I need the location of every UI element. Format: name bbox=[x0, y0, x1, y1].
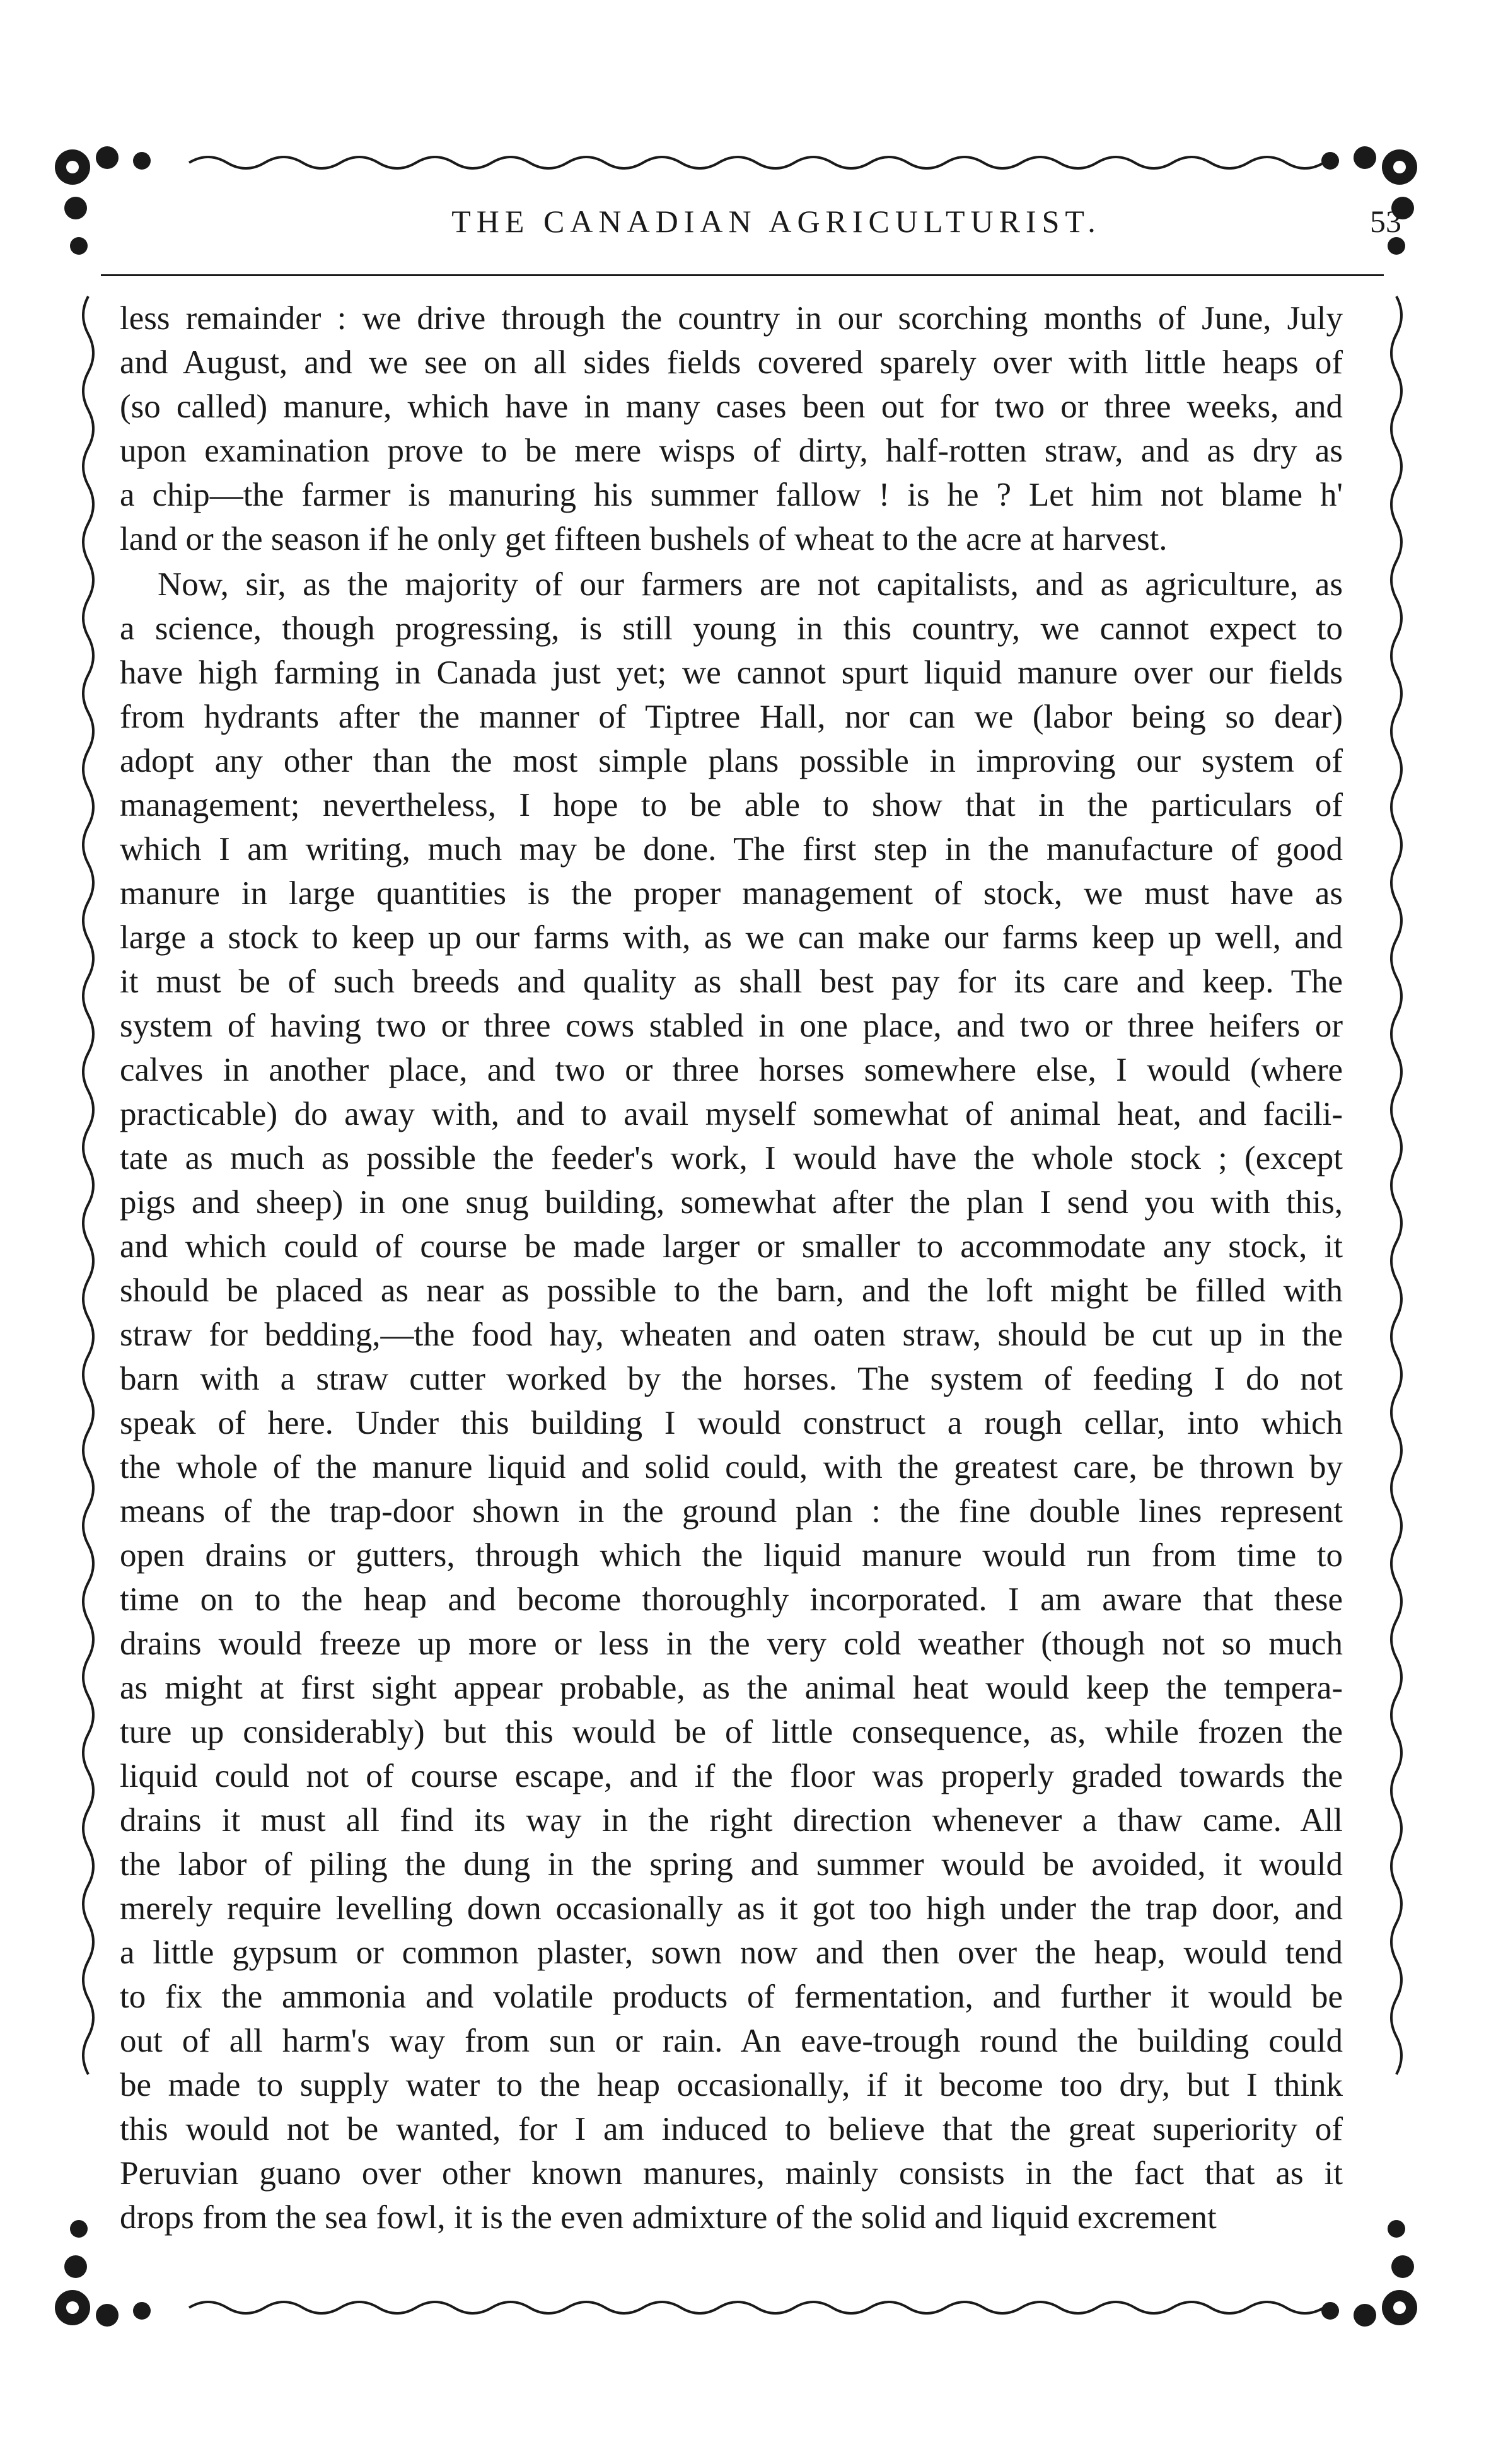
text-line: drops from the sea fowl, it is the even admixture of the solid and liquid excrement bbox=[120, 2199, 1217, 2236]
text-line: drains would freeze up more or less in the very cold weather (though not so much bbox=[120, 1625, 1343, 1662]
text-line: this would not be wanted, for I am induced to believe that the great superiority of bbox=[120, 2111, 1343, 2147]
text-line: have high farming in Canada just yet; we cannot spurt liquid manure over our fields bbox=[120, 654, 1343, 691]
text-line: calves in another place, and two or three horses somewhere else, I would (where bbox=[120, 1052, 1343, 1088]
text-line: straw for bedding,—the food hay, wheaten and oaten straw, should be cut up in the bbox=[120, 1316, 1343, 1353]
text-line: manure in large quantities is the proper management of stock, we must have as bbox=[120, 875, 1343, 912]
text-line: practicable) do away with, and to avail myself somewhat of animal heat, and facili- bbox=[120, 1096, 1343, 1132]
text-line: it must be of such breeds and quality as shall best pay for its care and keep. The bbox=[120, 963, 1343, 1000]
text-line: less remainder : we drive through the country in our scorching months of June, July bbox=[120, 300, 1343, 337]
text-line: system of having two or three cows stabled in one place, and two or three heifers or bbox=[120, 1008, 1343, 1044]
text-line: open drains or gutters, through which the liquid manure would run from time to bbox=[120, 1537, 1343, 1574]
text-line: Peruvian guano over other known manures, mainly consists in the fact that as it bbox=[120, 2155, 1343, 2192]
text-line: to fix the ammonia and volatile products of fermentation, and further it would be bbox=[120, 1979, 1343, 2015]
text-line: tate as much as possible the feeder's work, I would have the whole stock ; (except bbox=[120, 1140, 1343, 1177]
text-line: barn with a straw cutter worked by the horses. The system of feeding I do not bbox=[120, 1361, 1343, 1397]
text-line: the whole of the manure liquid and solid could, with the greatest care, be thrown by bbox=[120, 1449, 1343, 1485]
article-body bbox=[120, 296, 1343, 2240]
journal-title: THE CANADIAN AGRICULTURIST. bbox=[451, 204, 1101, 239]
text-line: a little gypsum or common plaster, sown now and then over the heap, would tend bbox=[120, 1934, 1343, 1971]
text-line: drains it must all find its way in the right direction whenever a thaw came. All bbox=[120, 1802, 1343, 1839]
text-line: as might at first sight appear probable, as the animal heat would keep the tempera- bbox=[120, 1670, 1343, 1706]
text-line: from hydrants after the manner of Tiptree Hall, nor can we (labor being so dear) bbox=[120, 699, 1343, 735]
text-line: a chip—the farmer is manuring his summer fallow ! is he ? Let him not blame h' bbox=[120, 477, 1343, 513]
right-border-wave bbox=[1391, 296, 1401, 2074]
running-header bbox=[151, 203, 1401, 260]
text-line: management; nevertheless, I hope to be able to show that in the particulars of bbox=[120, 787, 1343, 823]
text-line: a science, though progressing, is still young in this country, we cannot expect to bbox=[120, 610, 1343, 647]
corner-ornament-top-left bbox=[55, 146, 151, 255]
text-line: large a stock to keep up our farms with, as we can make our farms keep up well, and bbox=[120, 919, 1343, 956]
top-border-wave bbox=[189, 157, 1324, 168]
text-line: merely require levelling down occasionally as it got too high under the trap door, and bbox=[120, 1890, 1343, 1927]
text-line: liquid could not of course escape, and if the floor was properly graded towards the bbox=[120, 1758, 1343, 1794]
header-rule bbox=[101, 274, 1384, 276]
text-line: which I am writing, much may be done. The first step in the manufacture of good bbox=[120, 831, 1343, 868]
text-line: land or the season if he only get fifteen bushels of wheat to the acre at harvest. bbox=[120, 521, 1168, 557]
text-line: upon examination prove to be mere wisps of dirty, half-rotten straw, and as dry as bbox=[120, 433, 1343, 469]
text-line: speak of here. Under this building I would construct a rough cellar, into which bbox=[120, 1405, 1343, 1441]
text-line: and August, and we see on all sides fields covered sparely over with little heaps of bbox=[120, 344, 1343, 381]
text-line: be made to supply water to the heap occasionally, if it become too dry, but I think bbox=[120, 2067, 1343, 2103]
text-line: pigs and sheep) in one snug building, somewhat after the plan I send you with this, bbox=[120, 1184, 1343, 1221]
bottom-border-wave bbox=[189, 2302, 1324, 2313]
text-line: the labor of piling the dung in the spring and summer would be avoided, it would bbox=[120, 1846, 1343, 1883]
text-line: adopt any other than the most simple plans possible in improving our system of bbox=[120, 743, 1343, 779]
paragraph bbox=[120, 562, 1343, 2240]
text-line: out of all harm's way from sun or rain. An eave-trough round the building could bbox=[120, 2023, 1343, 2059]
text-line: and which could of course be made larger or smaller to accommodate any stock, it bbox=[120, 1228, 1343, 1265]
text-line: time on to the heap and become thoroughly incorporated. I am aware that these bbox=[120, 1581, 1343, 1618]
left-border-wave bbox=[83, 296, 93, 2074]
text-line: should be placed as near as possible to the barn, and the loft might be filled with bbox=[120, 1272, 1343, 1309]
text-line: ture up considerably) but this would be of little consequence, as, while frozen the bbox=[120, 1714, 1343, 1750]
text-line: Now, sir, as the majority of our farmers are not capitalists, and as agriculture, as bbox=[158, 566, 1343, 603]
paragraph bbox=[120, 296, 1343, 561]
page-number: 53 bbox=[1370, 204, 1401, 239]
text-line: (so called) manure, which have in many cases been out for two or three weeks, and bbox=[120, 388, 1343, 425]
text-line: means of the trap-door shown in the ground plan : the fine double lines represent bbox=[120, 1493, 1343, 1530]
